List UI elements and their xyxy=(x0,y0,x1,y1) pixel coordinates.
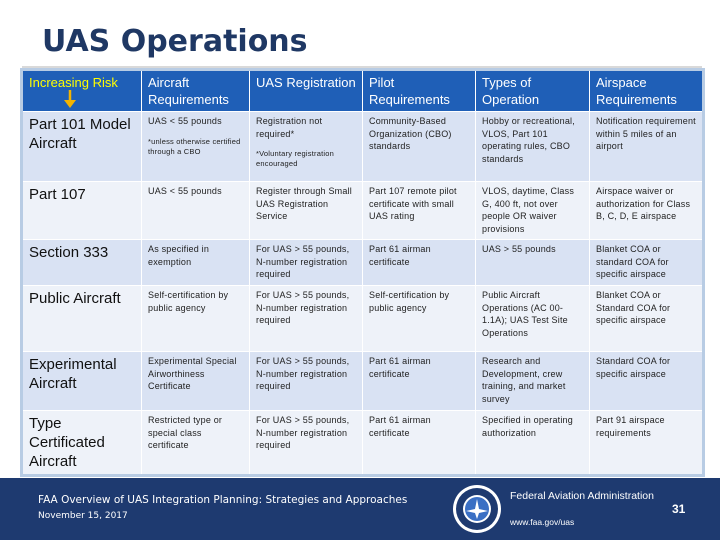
cell-aircraft: UAS < 55 pounds xyxy=(142,182,250,240)
row-name: Experimental Aircraft xyxy=(22,352,142,411)
cell-airspace: Airspace waiver or authorization for Class B, C, D, E airspace xyxy=(590,182,704,240)
cell-aircraft: Restricted type or special class certificate xyxy=(142,411,250,476)
page-title: UAS Operations xyxy=(42,24,308,59)
header-types-of-operation: Types of Operation xyxy=(476,70,590,112)
row-name: Type Certificated Aircraft xyxy=(22,411,142,476)
cell-airspace: Blanket COA or standard COA for specific airspace xyxy=(590,240,704,286)
header-uas-registration: UAS Registration xyxy=(250,70,363,112)
cell-aircraft xyxy=(142,112,250,182)
cell-pilot: Part 61 airman certificate xyxy=(363,240,476,286)
table-row xyxy=(22,112,704,182)
header-airspace-requirements: Airspace Requirements xyxy=(590,70,704,112)
cell-text: Registration not required* xyxy=(256,116,323,139)
cell-text: UAS < 55 pounds xyxy=(148,116,222,126)
cell-registration: Register through Small UAS Registration Service xyxy=(250,182,363,240)
down-arrow-icon xyxy=(63,90,77,108)
presentation-title: FAA Overview of UAS Integration Planning: Strategies and Approaches xyxy=(38,494,408,506)
row-name: Part 107 xyxy=(22,182,142,240)
row-name: Section 333 xyxy=(22,240,142,286)
cell-airspace: Notification requirement within 5 miles of an airport xyxy=(590,112,704,182)
footnote: *unless otherwise certified through a CBO xyxy=(148,136,241,156)
table-row xyxy=(22,411,704,476)
cell-pilot: Community-Based Organization (CBO) standards xyxy=(363,112,476,182)
header-pilot-requirements: Pilot Requirements xyxy=(363,70,476,112)
footnote: *Voluntary registration encouraged xyxy=(256,149,334,168)
cell-registration: For UAS > 55 pounds, N-number registration required xyxy=(250,352,363,411)
cell-operation: VLOS, daytime, Class G, 400 ft, not over people OR waiver provisions xyxy=(476,182,590,240)
faa-seal-icon xyxy=(452,484,502,534)
cell-registration: For UAS > 55 pounds, N-number registration required xyxy=(250,240,363,286)
cell-registration xyxy=(250,112,363,182)
cell-airspace: Standard COA for specific airspace xyxy=(590,352,704,411)
presentation-date: November 15, 2017 xyxy=(38,511,128,521)
table-header-row xyxy=(22,70,704,112)
row-name: Public Aircraft xyxy=(22,286,142,352)
table-row xyxy=(22,286,704,352)
cell-operation: Public Aircraft Operations (AC 00-1.1A); UAS Test Site Operations xyxy=(476,286,590,352)
cell-pilot: Part 61 airman certificate xyxy=(363,411,476,476)
footer-bar xyxy=(0,478,720,540)
cell-pilot: Part 107 remote pilot certificate with small UAS rating xyxy=(363,182,476,240)
cell-operation: Research and Development, crew training, and market survey xyxy=(476,352,590,411)
page-number: 31 xyxy=(672,502,686,516)
cell-operation: Hobby or recreational, VLOS, Part 101 operating rules, CBO standards xyxy=(476,112,590,182)
agency-url: www.faa.gov/uas xyxy=(510,517,575,527)
table-row xyxy=(22,240,704,286)
cell-registration: For UAS > 55 pounds, N-number registration required xyxy=(250,411,363,476)
cell-operation: UAS > 55 pounds xyxy=(476,240,590,286)
cell-aircraft: Self-certification by public agency xyxy=(142,286,250,352)
cell-airspace: Blanket COA or Standard COA for specific airspace xyxy=(590,286,704,352)
header-increasing-risk xyxy=(22,70,142,112)
header-label: Increasing Risk xyxy=(29,75,118,90)
header-aircraft-requirements: Aircraft Requirements xyxy=(142,70,250,112)
cell-pilot: Self-certification by public agency xyxy=(363,286,476,352)
row-name: Part 101 Model Aircraft xyxy=(22,112,142,182)
cell-pilot: Part 61 airman certificate xyxy=(363,352,476,411)
cell-aircraft: As specified in exemption xyxy=(142,240,250,286)
cell-airspace: Part 91 airspace requirements xyxy=(590,411,704,476)
table-row xyxy=(22,182,704,240)
uas-operations-table xyxy=(20,68,705,477)
table-row xyxy=(22,352,704,411)
cell-registration: For UAS > 55 pounds, N-number registration required xyxy=(250,286,363,352)
agency-name: Federal Aviation Administration xyxy=(510,490,654,502)
cell-operation: Specified in operating authorization xyxy=(476,411,590,476)
cell-aircraft: Experimental Special Airworthiness Certificate xyxy=(142,352,250,411)
